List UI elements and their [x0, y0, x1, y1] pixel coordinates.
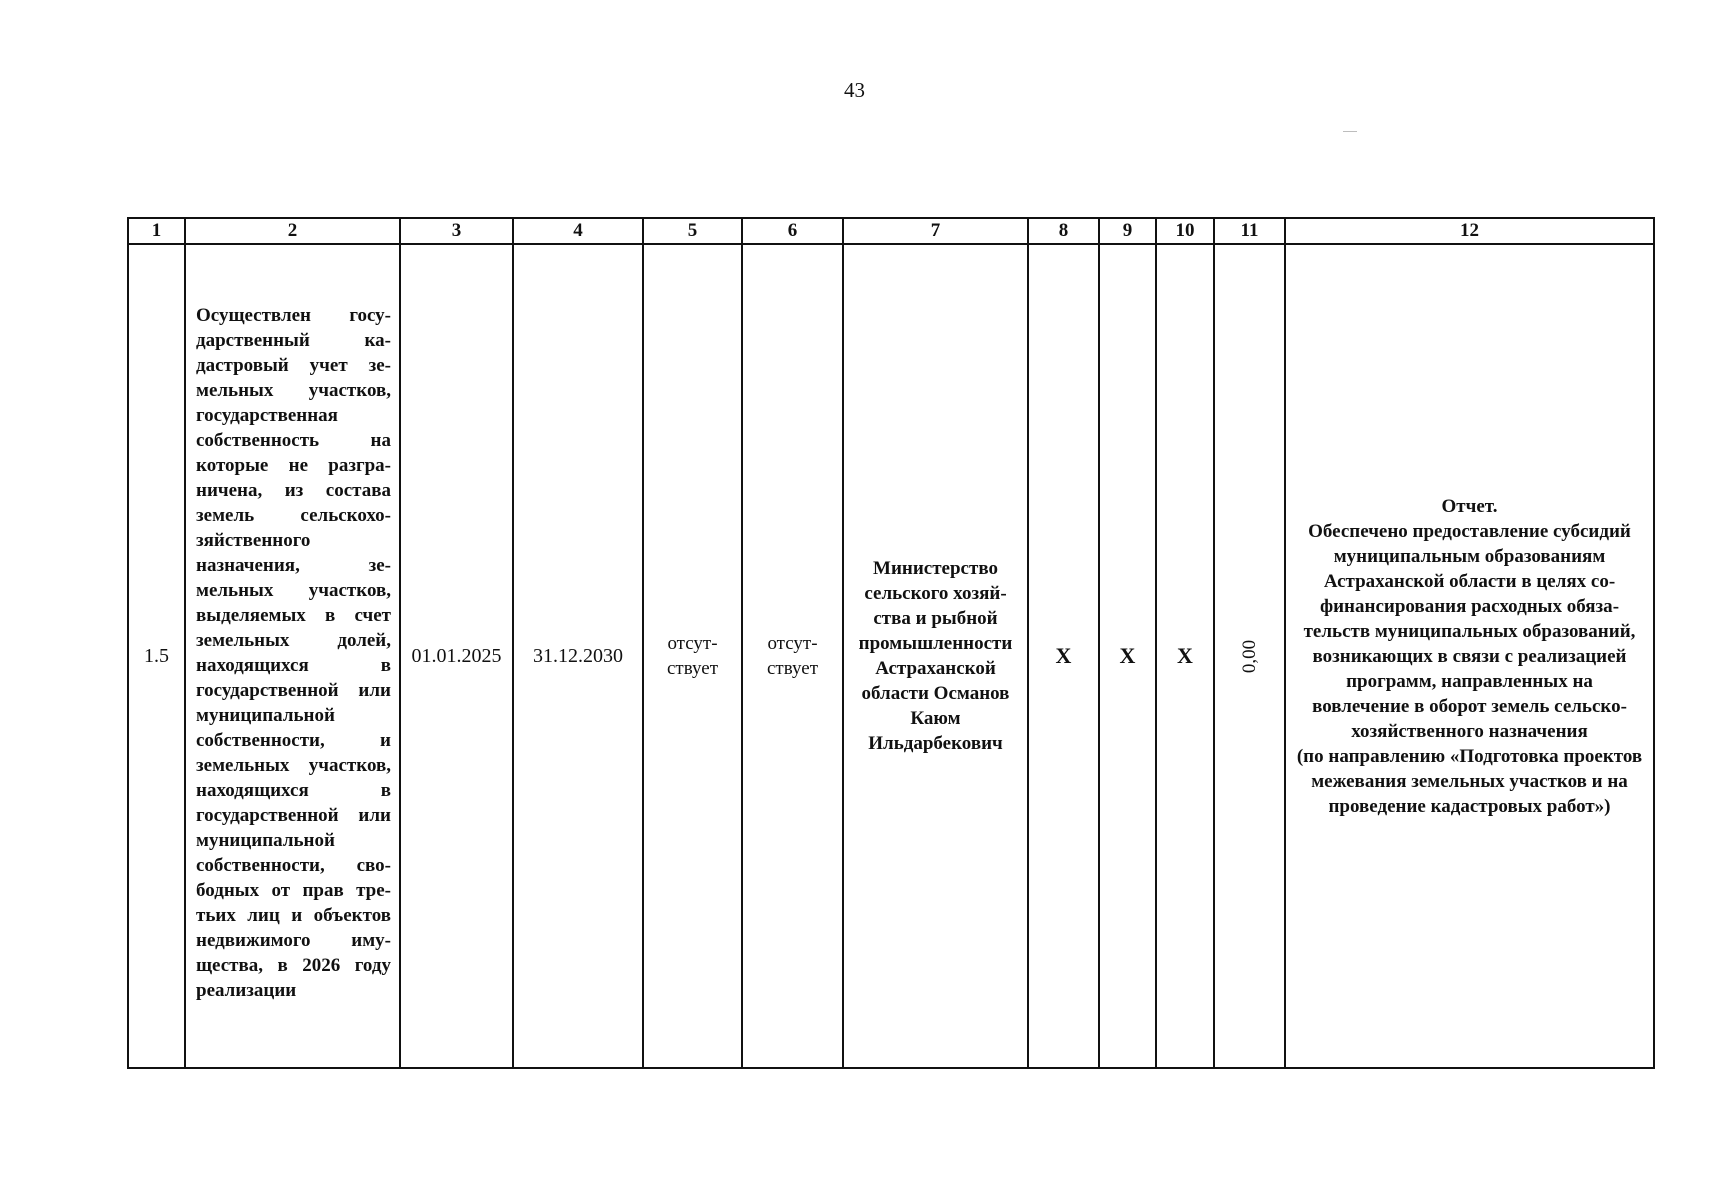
- col5-cell: [643, 244, 742, 1068]
- header-row: [128, 218, 1654, 244]
- result-text: [1286, 494, 1653, 819]
- responsible-executor: Министерство сельского хозяйства и рыбной промышленности Астраханской области Османов Каюм Ильдарбекович: [858, 558, 1013, 754]
- event-description: Осуществлен государственный кадастровый учет земельных участков, государственная собственность на которые не разграничена, из состава земель сельскохозяйственного назначения, земельных участков, выделяемых в счет земельных долей, находящихся в государственной или муниципальной собственности, и земельных участков, находящихся в государственной или муниципальной собственности, свободных от прав третьих лиц и объектов недвижимого имущества, в 2026 году реализации: [196, 305, 391, 1001]
- header-cell-3: 3: [400, 218, 513, 244]
- end-date: 31.12.2030: [533, 644, 623, 667]
- col6-cell: [742, 244, 843, 1068]
- responsible-cell: [843, 244, 1028, 1068]
- header-cell-9: 9: [1099, 218, 1156, 244]
- col11-value: 0,00: [1239, 639, 1260, 673]
- col11-cell: [1214, 244, 1285, 1068]
- header-cell-5: 5: [643, 218, 742, 244]
- result-body: Обеспечено предоставление субсидий муниципальным образованиям Астраханской области в целях софинансирования расходных обязательств муниципальных образований, возникающих в связи с реализацией программ, направленных на вовлечение в оборот земель сельскохозяйственного назначения: [1303, 520, 1636, 742]
- plan-table: [127, 217, 1655, 1069]
- row-number: 1.5: [144, 644, 169, 667]
- col10-value: Х: [1177, 642, 1193, 668]
- start-date: 01.01.2025: [411, 644, 502, 667]
- col9-cell: [1099, 244, 1156, 1068]
- header-cell-4: 4: [513, 218, 643, 244]
- description-cell: [185, 244, 400, 1068]
- end-date-cell: [513, 244, 643, 1068]
- result-title: Отчет.: [1441, 495, 1498, 517]
- header-cell-12: 12: [1285, 218, 1654, 244]
- header-cell-8: 8: [1028, 218, 1099, 244]
- header-cell-2: 2: [185, 218, 400, 244]
- page-number: 43: [844, 78, 865, 102]
- col6-value: отсут-ствует: [766, 633, 819, 679]
- col9-value: Х: [1119, 642, 1136, 668]
- scan-mark: [1343, 131, 1357, 132]
- header-cell-11: 11: [1214, 218, 1285, 244]
- result-note: (по направлению «Подготовка проектов межевания земельных участков и на проведение кадастровых работ»): [1296, 745, 1643, 817]
- col8-value: Х: [1055, 642, 1072, 668]
- header-cell-6: 6: [742, 218, 843, 244]
- col10-cell: [1156, 244, 1214, 1068]
- header-cell-10: 10: [1156, 218, 1214, 244]
- table-row: [128, 244, 1654, 1068]
- col8-cell: [1028, 244, 1099, 1068]
- row-number-cell: [128, 244, 185, 1068]
- header-cell-7: 7: [843, 218, 1028, 244]
- result-cell: [1285, 244, 1654, 1068]
- header-cell-1: 1: [128, 218, 185, 244]
- col11-wrap: [1215, 245, 1284, 1067]
- start-date-cell: [400, 244, 513, 1068]
- col5-value: отсут-ствует: [666, 633, 719, 679]
